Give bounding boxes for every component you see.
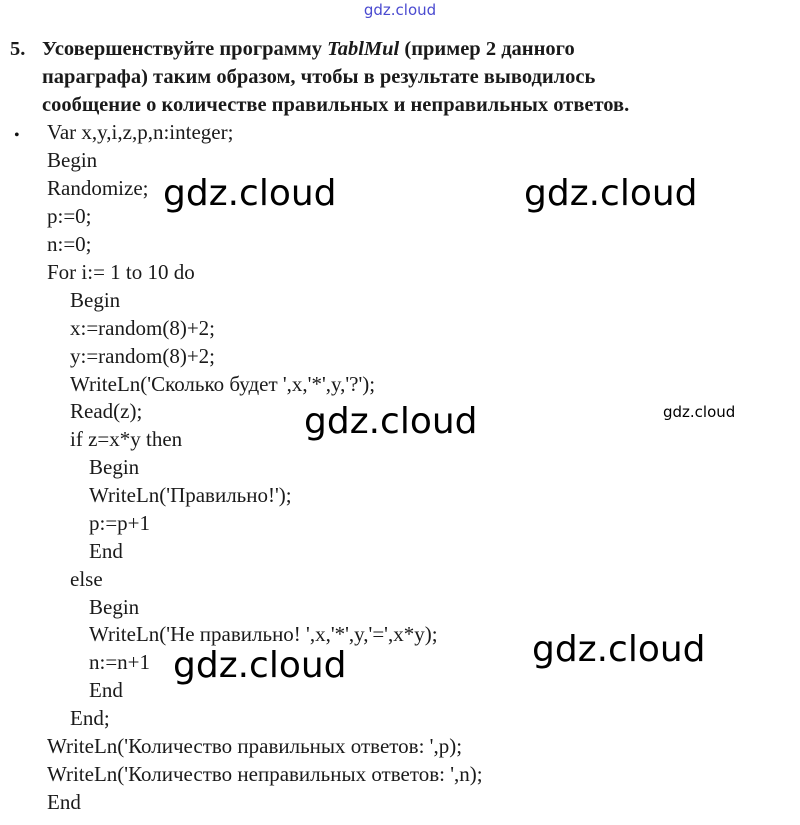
code-line: End — [89, 539, 123, 563]
code-line: WriteLn('Количество неправильных ответов: ',n); — [47, 762, 483, 786]
code-line: WriteLn('Сколько будет ',x,'*',y,'?'); — [70, 372, 376, 396]
code-line: WriteLn('Правильно!'); — [89, 483, 292, 507]
code-line: Begin — [89, 455, 140, 479]
code-line: n:=0; — [47, 232, 92, 256]
bullet-icon: • — [14, 127, 20, 144]
watermark: gdz.cloud — [524, 173, 698, 214]
code-line: if z=x*y then — [70, 427, 183, 451]
task-number: 5. — [10, 38, 26, 60]
code-line: End — [89, 678, 123, 702]
code-line: p:=0; — [47, 204, 92, 228]
code-line: Read(z); — [70, 399, 143, 423]
code-line: n:=n+1 — [89, 650, 151, 674]
task-line-3: сообщение о количестве правильных и неправильных ответов. — [42, 94, 630, 116]
task-text — [42, 35, 770, 119]
task-line-1 — [42, 35, 770, 63]
header-watermark: gdz.cloud — [363, 1, 437, 19]
code-line: y:=random(8)+2; — [70, 344, 215, 368]
watermark: gdz.cloud — [163, 173, 337, 214]
code-line: Randomize; — [47, 176, 149, 200]
task-line-2: параграфа) таким образом, чтобы в результате выводилось — [42, 66, 596, 88]
code-line: Begin — [70, 288, 121, 312]
code-line: else — [70, 567, 103, 591]
watermark: gdz.cloud — [532, 629, 706, 670]
code-line: Begin — [89, 595, 140, 619]
code-line: WriteLn('Не правильно! ',x,'*',y,'=',x*y); — [89, 622, 438, 646]
code-line: Begin — [47, 148, 98, 172]
code-line: Var x,y,i,z,p,n:integer; — [47, 120, 234, 144]
watermark: gdz.cloud — [304, 401, 478, 442]
code-line: End; — [70, 706, 110, 730]
task-text-before: Усовершенствуйте программу — [42, 38, 328, 60]
task-statement — [10, 35, 770, 119]
watermark: gdz.cloud — [663, 403, 736, 421]
code-line: x:=random(8)+2; — [70, 316, 215, 340]
code-line: End — [47, 790, 81, 814]
code-line: p:=p+1 — [89, 511, 151, 535]
code-line: For i:= 1 to 10 do — [47, 260, 195, 284]
code-line: WriteLn('Количество правильных ответов: ',p); — [47, 734, 463, 758]
task-text-after: (пример 2 данного — [399, 38, 575, 60]
watermark: gdz.cloud — [173, 645, 347, 686]
program-name: TablMul — [327, 38, 400, 60]
